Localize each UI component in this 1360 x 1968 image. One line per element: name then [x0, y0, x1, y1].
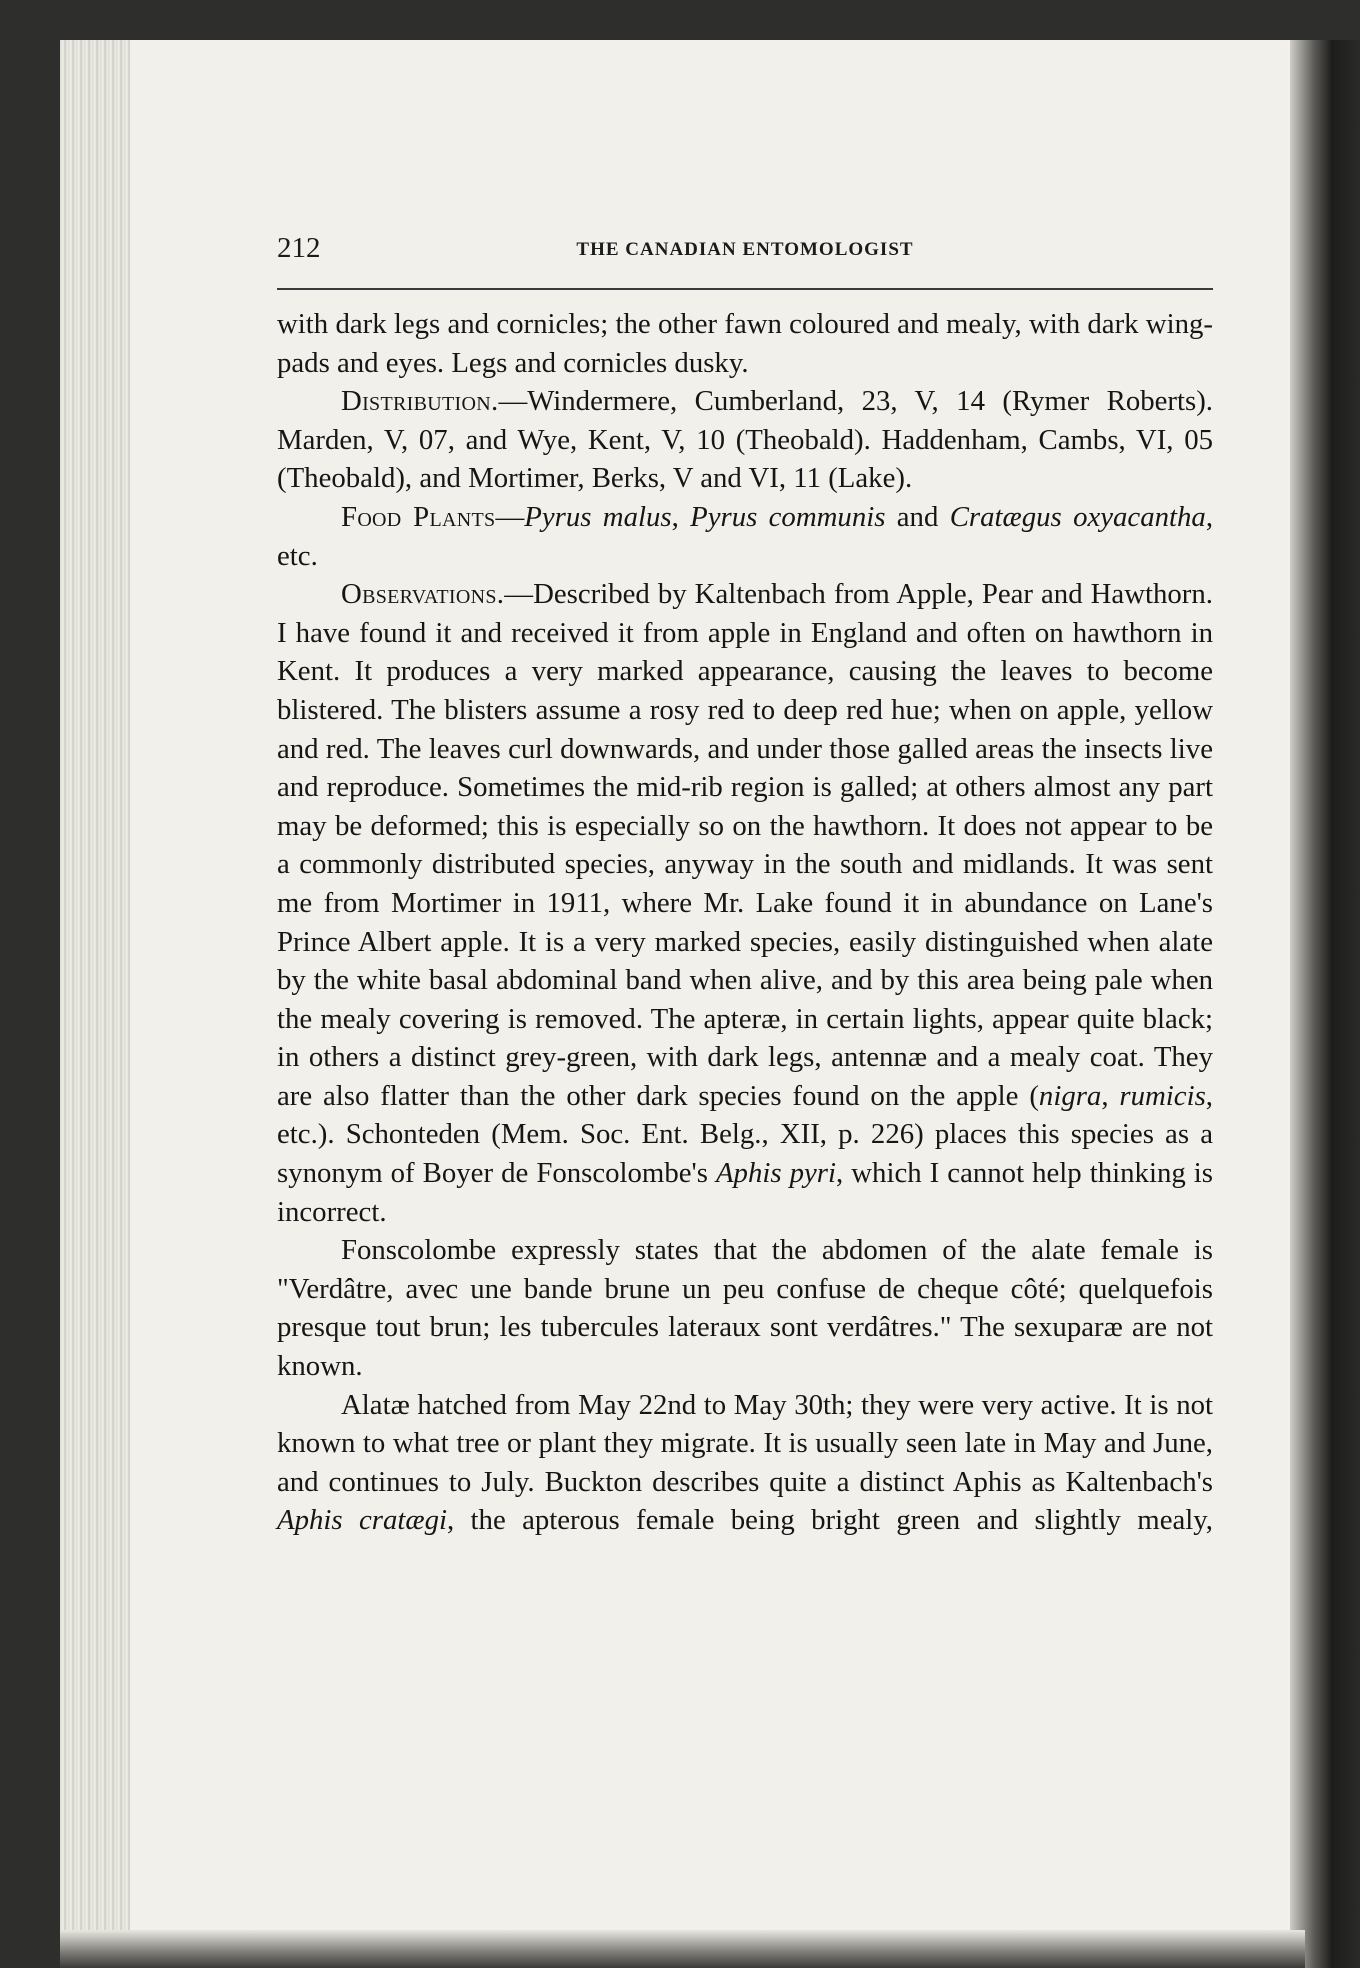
species-name: rumicis [1119, 1079, 1206, 1112]
species-name: Cratægus oxyacantha [949, 500, 1206, 533]
paragraph-text: , etc.). Schonteden (Mem. Soc. Ent. Belg., XII, p. 226) places this species as a synonym of Boyer de Fonscolombe's [277, 1079, 1213, 1190]
page-header [277, 232, 1213, 282]
page-number: 212 [277, 232, 321, 264]
paragraph-text: Fonscolombe expressly states that the abdomen of the alate female is "Verdâtre, avec une bande brune un peu confuse de cheque côté; quelquefois presque tout brun; les tubercules lateraux sont verdâtres." The sexuparæ are not known. [277, 1234, 1213, 1383]
species-name: Aphis pyri [715, 1157, 836, 1190]
paragraph-text: , etc. [277, 500, 1214, 572]
paragraph-text: —Described by Kaltenbach from Apple, Pear and Hawthorn. I have found it and received it from apple in England and often on hawthorn in Kent. It produces a very marked appearance, causing the leaves to become blistered. The blisters assume a rosy red to deep red hue; when on apple, yellow and red. The leaves curl downwards, and under those galled areas the insects live and reproduce. Sometimes the mid-rib region is galled; at others almost any part may be deformed; this is especially so on the hawthorn. It does not appear to be a commonly distributed species, anyway in the south and midlands. It was sent me from Mortimer in 1911, where Mr. Lake found it in abundance on Lane's Prince Albert apple. It is a very marked species, easily distinguished when alate by the white basal abdominal band when alive, and by this area being pale when the mealy covering is removed. The apteræ, in certain lights, appear quite black; in others a distinct grey-green, with dark legs, antennæ and a mealy coat. They are also flatter than the other dark species found on the apple ( [277, 578, 1213, 1112]
paragraph-text: Alatæ hatched from May 22nd to May 30th; they were very active. It is not known to what tree or plant they migrate. It is usually seen late in May and June, and continues to July. Buckton describes quite a distinct Aphis as Kaltenbach's [277, 1388, 1213, 1498]
running-head: THE CANADIAN ENTOMOLOGIST [576, 239, 914, 260]
paragraph-food-plants [277, 498, 1213, 575]
paragraph-distribution [277, 382, 1213, 498]
species-name: nigra [1038, 1079, 1102, 1112]
separator: , [671, 500, 691, 533]
species-name: Pyrus malus [524, 500, 672, 533]
species-name: Pyrus communis [690, 500, 886, 533]
separator: , [1101, 1079, 1120, 1112]
paragraph-fonscolombe [277, 1231, 1213, 1385]
separator: and [885, 500, 950, 533]
paragraph-text: —Windermere, Cumberland, 23, V, 14 (Rymer Roberts). Marden, V, 07, and Wye, Kent, V, 10 (Theobald). Haddenham, Cambs, VI, 05 (Theobald), and Mortimer, Berks, V and VI, 11 (Lake). [277, 385, 1213, 495]
header-rule [277, 288, 1213, 290]
dash: — [495, 500, 525, 533]
bottom-edge [60, 1930, 1305, 1968]
spine-shadow [1290, 40, 1360, 1968]
paragraph-text: , which I cannot help thinking is incorrect. [277, 1157, 1213, 1228]
paragraph-continuation [277, 305, 1213, 382]
paragraph-alatae [277, 1386, 1213, 1540]
paragraph-text: with dark legs and cornicles; the other fawn coloured and mealy, with dark wing-pads and eyes. Legs and cornicles dusky. [277, 308, 1213, 379]
species-name: Aphis cratægi [277, 1504, 447, 1537]
page-edges [60, 40, 130, 1940]
paragraph-observations [277, 575, 1213, 1231]
paragraph-text: , the apterous female being bright green and slightly mealy, [446, 1504, 1213, 1537]
section-label-observations: Observations. [341, 578, 505, 611]
body-text [277, 305, 1213, 1540]
section-label-food-plants: Food Plants [341, 500, 496, 533]
section-label-distribution: Distribution. [341, 385, 499, 418]
